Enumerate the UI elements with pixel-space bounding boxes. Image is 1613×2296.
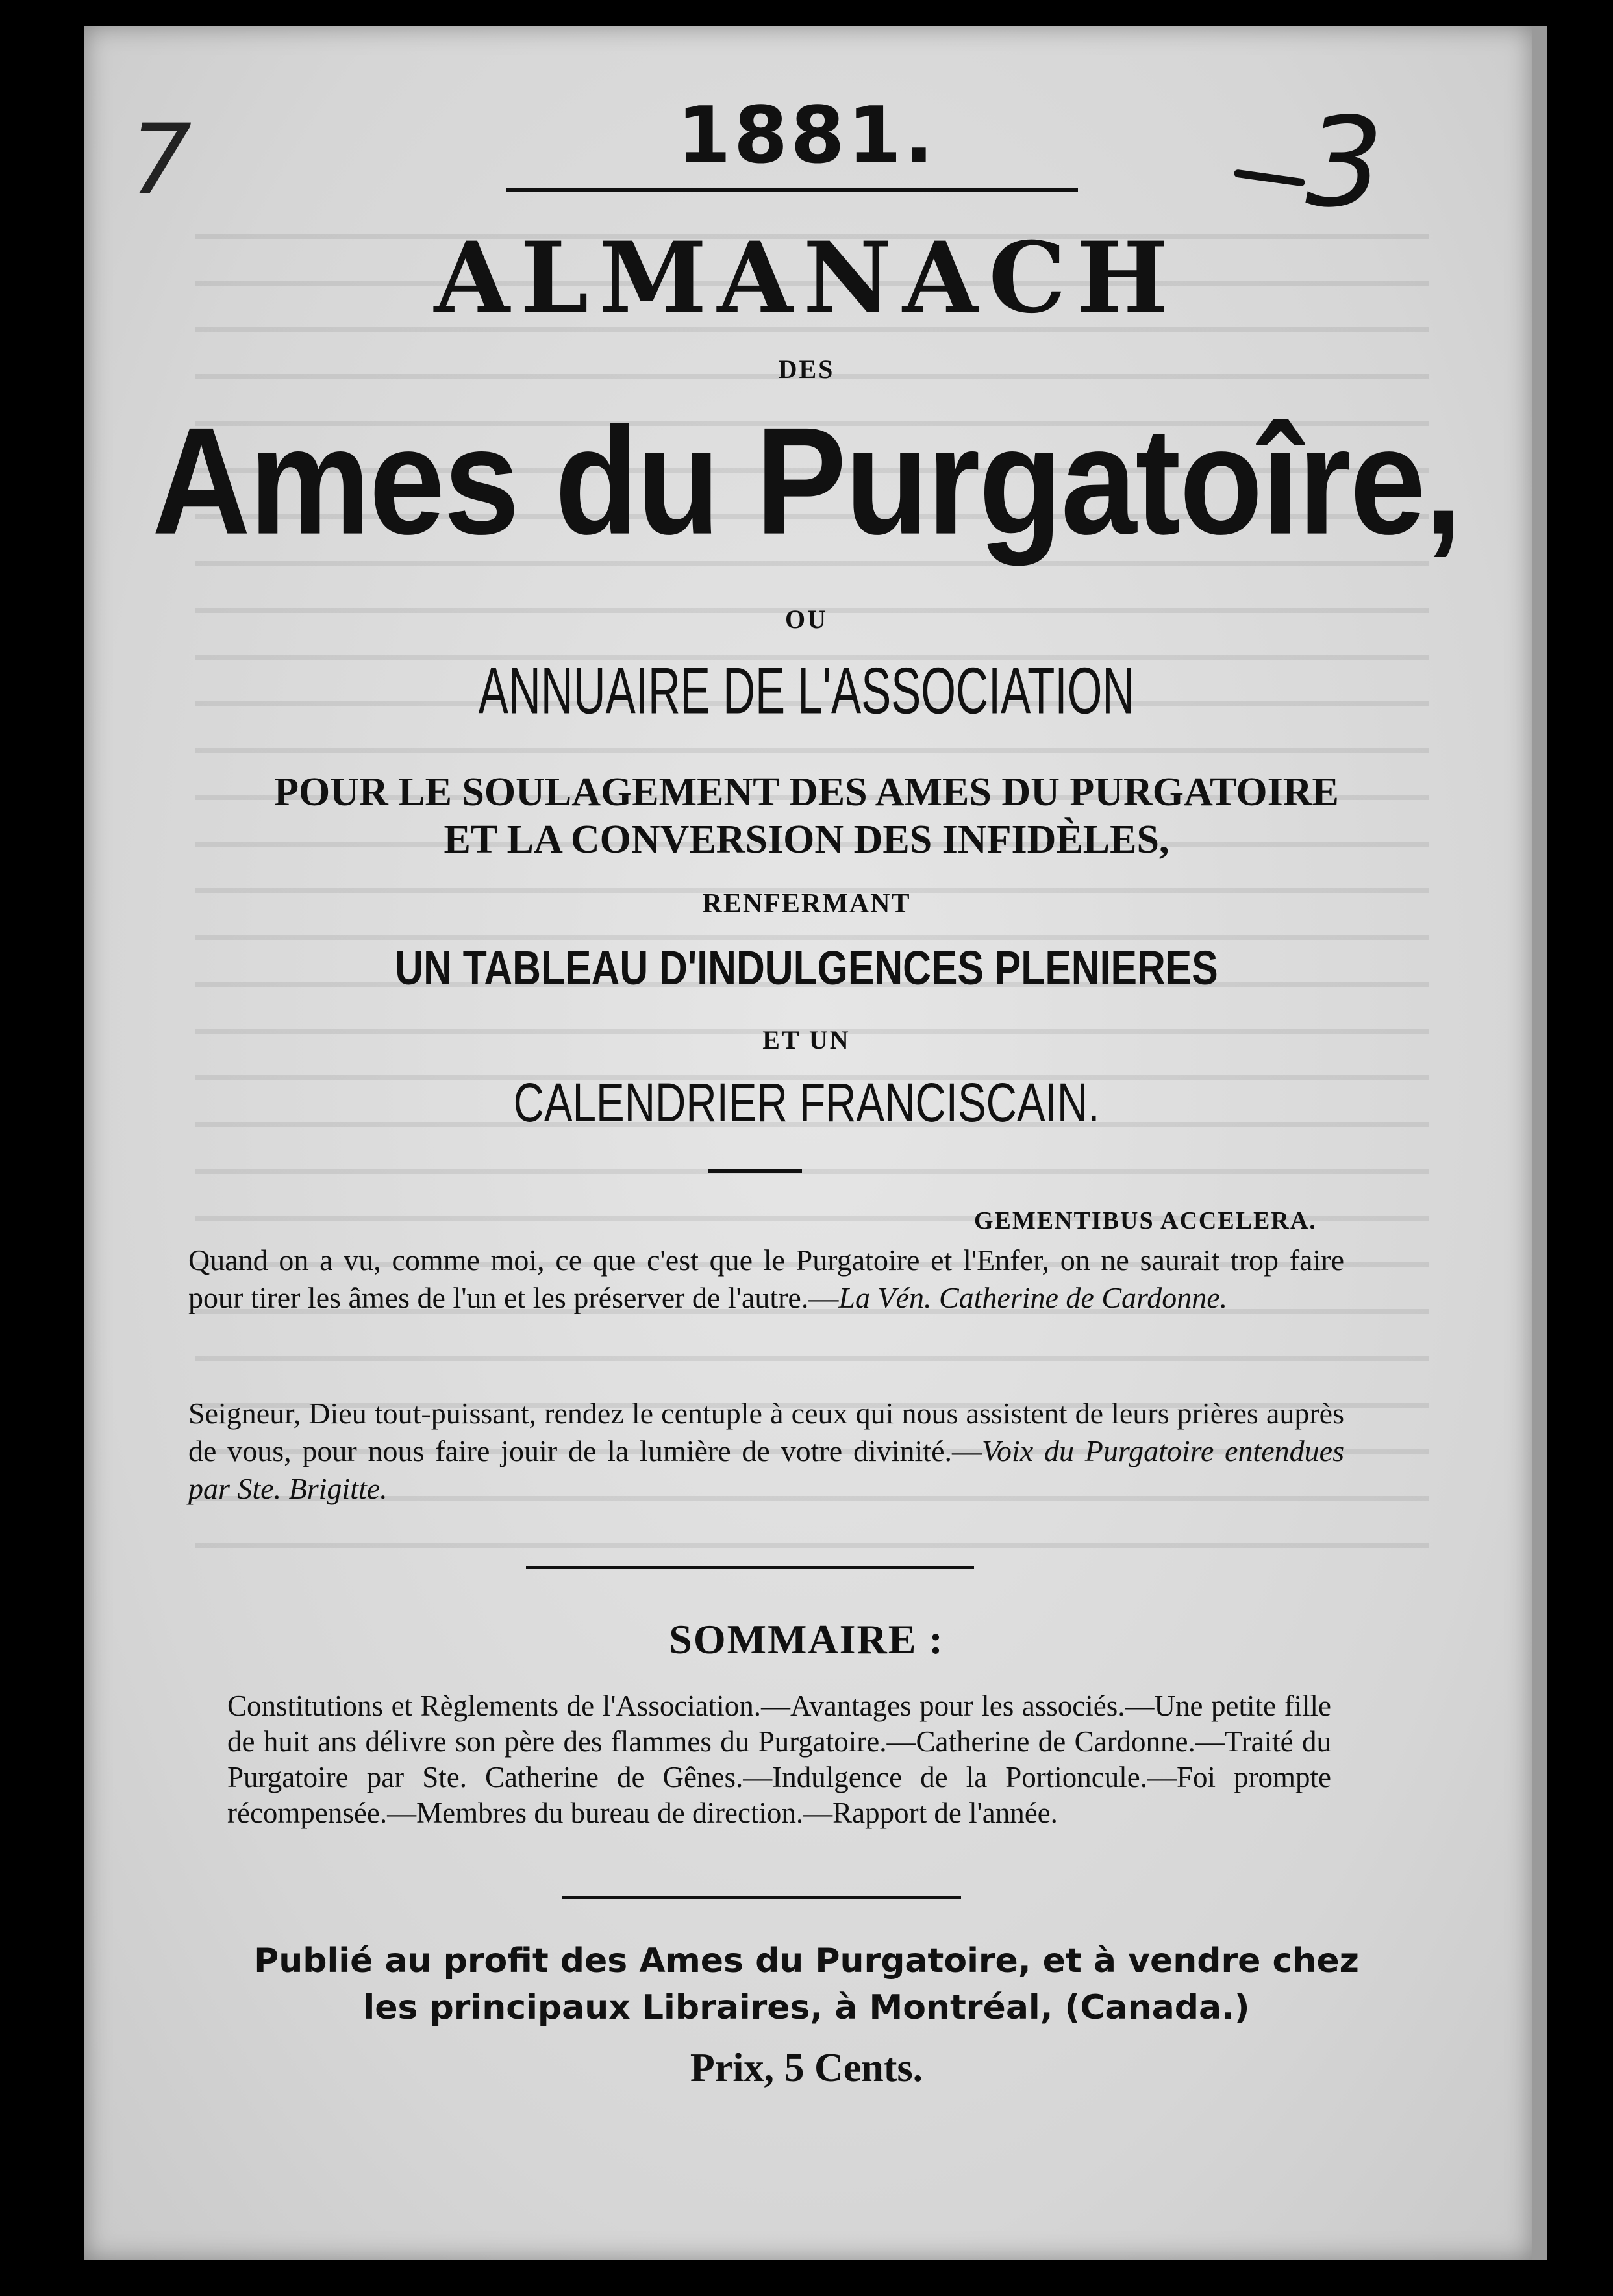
quote-brigitte-text: Seigneur, Dieu tout-puissant, rendez le centuple à ceux qui nous assistent de leurs prières auprès de vous, pour nous faire jouir de la lumière de votre divinité.— — [188, 1397, 1344, 1467]
tableau-heading: UN TABLEAU D'INDULGENCES PLENIERES — [395, 941, 1218, 995]
publisher-line-2: les principaux Libraires, à Montréal, (Canada.) — [363, 1988, 1250, 2027]
motto: GEMENTIBUS ACCELERA. — [974, 1207, 1317, 1234]
quote-cardonne — [188, 1242, 1344, 1317]
des-label: DES — [778, 355, 835, 384]
sommaire-body: Constitutions et Règlements de l'Association.—Avantages pour les associés.—Une petite fille de huit ans délivre son père des flammes du Purgatoire.—Catherine de Cardonne.—Traité du Purgatoire par Ste. Catherine de Gênes.—Indulgence de la Portioncule.—Foi prompte récompensée.—Membres du bureau de direction.—Rapport de l'année. — [227, 1690, 1331, 1829]
calendrier-heading: CALENDRIER FRANCISCAIN. — [513, 1072, 1100, 1133]
year-rule — [506, 188, 1078, 192]
renfermant-label: RENFERMANT — [702, 889, 911, 919]
quote-brigitte-source: Voix du Purgatoire entendues par Ste. Brigitte. — [188, 1434, 1344, 1505]
quote-rule — [526, 1566, 974, 1569]
title-subject: Ames du Purgatoîre, — [152, 395, 1461, 567]
sommaire-rule — [562, 1896, 961, 1899]
publisher-line-1: Publié au profit des Ames du Purgatoire, et à vendre chez — [254, 1941, 1359, 1980]
et-un-label: ET UN — [762, 1025, 851, 1054]
quote-cardonne-text: Quand on a vu, comme moi, ce que c'est que le Purgatoire et l'Enfer, on ne saurait trop faire pour tirer les âmes de l'un et les préserver de l'autre.— — [188, 1243, 1344, 1314]
calendrier-rule — [708, 1169, 802, 1173]
sommaire-heading: SOMMAIRE : — [669, 1616, 944, 1662]
annuaire-heading: ANNUAIRE DE L'ASSOCIATION — [478, 655, 1135, 728]
pour-line: POUR LE SOULAGEMENT DES AMES DU PURGATOIRE — [274, 770, 1339, 814]
et-line: ET LA CONVERSION DES INFIDÈLES, — [444, 817, 1169, 862]
sommaire-text — [227, 1688, 1331, 1831]
handwritten-mark-left: 7 — [130, 104, 192, 217]
handwritten-mark-right: 3 — [1305, 91, 1384, 234]
ou-label: OU — [785, 605, 828, 634]
title-almanach: ALMANACH — [434, 221, 1179, 335]
quote-cardonne-source: La Vén. Catherine de Cardonne. — [838, 1281, 1228, 1314]
year: 1881. — [677, 91, 936, 181]
quote-brigitte — [188, 1395, 1344, 1508]
price: Prix, 5 Cents. — [690, 2046, 923, 2090]
